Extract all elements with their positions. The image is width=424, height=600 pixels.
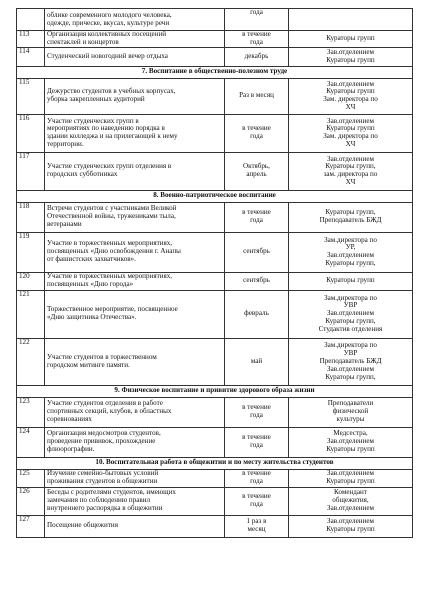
responsible-persons-line: Зам.директора по	[324, 341, 377, 350]
activity-description	[45, 487, 225, 515]
activity-description-line: здании колледжа и на прилегающей к нему	[47, 132, 178, 141]
activity-description	[45, 31, 225, 48]
activity-description	[45, 152, 225, 190]
activity-timing-line: в течение	[242, 208, 271, 217]
section-title: 8. Военно-патриотическое воспитание	[17, 190, 413, 202]
row-number: 122	[17, 338, 45, 385]
responsible-persons-line: Студактив отделения	[318, 325, 383, 334]
responsible-persons-line: Преподаватель БЖД	[319, 356, 382, 365]
activity-description-line: Торжественное мероприятие, посвященное	[47, 305, 178, 314]
activity-timing	[225, 290, 289, 338]
activity-timing	[225, 47, 289, 66]
section-header-row	[17, 66, 413, 78]
responsible-persons-line: Кураторы групп,	[325, 208, 376, 217]
responsible-persons-line: Кураторы групп	[326, 477, 375, 486]
responsible-persons-line: ХЧ	[345, 103, 356, 112]
table-row	[17, 515, 413, 537]
activity-timing-line: февраль	[244, 309, 269, 318]
row-number: 116	[17, 114, 45, 152]
responsible-persons-line: Кураторы групп	[326, 33, 375, 42]
activity-description-line: Участие студентов в торжественном	[47, 352, 157, 361]
table-row	[17, 232, 413, 272]
section-header-row	[17, 457, 413, 469]
activity-timing	[225, 272, 289, 290]
responsible-persons-line: Зав.отделением	[327, 309, 374, 318]
activity-description-line: Участие студенческих групп отделения в	[47, 162, 172, 171]
activity-timing-line: Раз в месяц	[239, 91, 274, 100]
responsible-persons-line: Кураторы групп	[326, 445, 375, 454]
activity-description-line: от фашистских захватчиков».	[47, 255, 136, 264]
activity-description-line: Посещение общежития	[47, 521, 118, 530]
activity-description	[45, 338, 225, 385]
table-row	[17, 290, 413, 338]
responsible-persons-line: УВР	[343, 348, 358, 357]
activity-description-line: Участие студентов отделения в работе	[47, 399, 163, 408]
activity-timing-line: в течение	[242, 492, 271, 501]
activity-timing	[225, 338, 289, 385]
responsible-persons-line: Зав.отделением	[327, 504, 374, 513]
responsible-persons-line: Кураторы групп,	[325, 372, 376, 381]
activity-description-line: проведение прививок, прохождение	[47, 437, 156, 446]
responsible-persons	[289, 232, 413, 272]
activity-timing	[225, 427, 289, 457]
activity-description	[45, 397, 225, 427]
activity-timing	[225, 202, 289, 232]
document-page	[16, 8, 412, 538]
activity-description-line: внутреннего распорядка в общежитии	[47, 504, 163, 513]
activity-timing-line: сентябрь	[243, 247, 270, 256]
responsible-persons-line: УВР	[343, 301, 358, 310]
activity-timing-line: в течение	[242, 30, 271, 38]
responsible-persons-line: Зам.директора по	[324, 293, 377, 302]
activity-timing	[225, 515, 289, 537]
activity-description	[45, 114, 225, 152]
row-number: 117	[17, 152, 45, 190]
activity-description-line: Изучение семейно-бытовых условий	[47, 469, 159, 478]
table-row	[17, 202, 413, 232]
responsible-persons-line: ХЧ	[345, 140, 356, 149]
row-number: 125	[17, 469, 45, 487]
responsible-persons-line: Кураторы групп,	[325, 259, 376, 268]
activity-timing-line: года	[250, 477, 263, 486]
activity-timing-line: года	[250, 411, 263, 420]
responsible-persons-line: Комендант	[334, 488, 367, 497]
responsible-persons-line: Кураторы групп	[326, 525, 375, 534]
responsible-persons	[289, 114, 413, 152]
table-row	[17, 78, 413, 114]
responsible-persons-line: физической	[332, 407, 369, 416]
responsible-persons	[289, 427, 413, 457]
row-number: 126	[17, 487, 45, 515]
activity-timing-line: года	[250, 8, 263, 16]
activity-description	[45, 427, 225, 457]
activity-timing-line: месяц	[247, 525, 266, 534]
activity-timing-line: года	[250, 441, 263, 450]
table-row	[17, 114, 413, 152]
activity-timing	[225, 152, 289, 190]
activity-description	[45, 515, 225, 537]
responsible-persons-line: Кураторы групп,	[325, 162, 376, 171]
responsible-persons	[289, 9, 413, 31]
activity-timing-line: апрель	[246, 170, 267, 179]
section-header-row	[17, 385, 413, 397]
responsible-persons	[289, 78, 413, 114]
activity-description	[45, 78, 225, 114]
activity-description-line: «Дню защитника Отечества».	[47, 313, 137, 322]
responsible-persons	[289, 152, 413, 190]
responsible-persons-line: Зав.отделением	[327, 154, 374, 163]
responsible-persons-line: Зав.отделением	[327, 251, 374, 260]
responsible-persons	[289, 47, 413, 66]
activity-description-line: Участие в торжественных мероприятиях,	[47, 272, 173, 281]
table-row	[17, 272, 413, 290]
section-header-row	[17, 190, 413, 202]
activity-description	[45, 232, 225, 272]
activity-timing-line: в течение	[242, 124, 271, 133]
table-row	[17, 31, 413, 48]
activity-description-line: посвященных «Дню освобождения г. Анапы	[47, 247, 181, 256]
responsible-persons	[289, 202, 413, 232]
activity-timing-line: года	[250, 500, 263, 509]
responsible-persons-line: Кураторы групп	[326, 87, 375, 96]
responsible-persons-line: Зав.отделением	[327, 116, 374, 125]
activity-description	[45, 9, 225, 31]
responsible-persons-line: Зам. директора по	[323, 132, 378, 141]
activity-timing-line: года	[250, 132, 263, 141]
activity-description-line: Организация коллективных посещений	[47, 30, 167, 38]
table-row	[17, 152, 413, 190]
activity-description-line: территории.	[47, 140, 84, 149]
row-number	[17, 9, 45, 31]
responsible-persons-line: Зам.директора по	[324, 235, 377, 244]
row-number: 114	[17, 47, 45, 66]
responsible-persons-line: Зав.отделением	[327, 79, 374, 88]
activity-description-line: проживания студентов в общежитии	[47, 477, 158, 486]
activity-timing-line: май	[250, 356, 263, 365]
activity-description	[45, 469, 225, 487]
activity-timing-line: 1 раз в	[246, 517, 267, 526]
activity-description	[45, 272, 225, 290]
responsible-persons-line: общежития,	[332, 496, 369, 505]
row-number: 127	[17, 515, 45, 537]
responsible-persons-line: ХЧ	[345, 178, 356, 187]
responsible-persons	[289, 487, 413, 515]
table-row	[17, 47, 413, 66]
activities-table-body	[17, 9, 413, 538]
activity-description-line: Организация медосмотров студентов,	[47, 429, 161, 438]
activity-description-line: Дежурство студентов в учебных корпусах,	[47, 87, 176, 96]
activity-description-line: городском митинге памяти.	[47, 360, 130, 369]
responsible-persons-line: Зам. директора по	[323, 95, 378, 104]
activity-timing-line: декабрь	[244, 51, 269, 60]
section-title: 7. Воспитание в общественно-полезном труде	[17, 66, 413, 78]
row-number: 119	[17, 232, 45, 272]
activity-description-line: одежде, прическе, вкусах, культуре речи	[47, 18, 170, 27]
activity-description-line: посвященных «Дню города»	[47, 280, 134, 289]
activity-description-line: городских субботниках	[47, 170, 118, 179]
activity-description-line: мероприятиях по наведению порядка в	[47, 124, 165, 133]
table-row	[17, 397, 413, 427]
responsible-persons	[289, 515, 413, 537]
activities-table	[16, 8, 413, 538]
section-title: 9. Физическое воспитание и привитие здорового образа жизни	[17, 385, 413, 397]
responsible-persons	[289, 469, 413, 487]
activity-description-line: Студенческий новогодний вечер отдыха	[47, 51, 168, 60]
activity-timing-line: Октябрь,	[243, 162, 270, 171]
activity-timing-line: в течение	[242, 403, 271, 412]
activity-timing	[225, 9, 289, 31]
responsible-persons-line: Зав.отделением	[327, 437, 374, 446]
activity-description-line: Отечественной войны, тружениками тыла,	[47, 212, 176, 221]
responsible-persons-line: Кураторы групп,	[325, 317, 376, 326]
responsible-persons	[289, 397, 413, 427]
row-number: 118	[17, 202, 45, 232]
activity-description	[45, 290, 225, 338]
responsible-persons-line: Медсестра,	[333, 429, 368, 438]
activity-timing-line: сентябрь	[243, 276, 270, 285]
row-number: 113	[17, 31, 45, 48]
table-row	[17, 9, 413, 31]
table-row	[17, 427, 413, 457]
row-number: 123	[17, 397, 45, 427]
activity-description-line: Беседы с родителями студентов, имеющих	[47, 488, 176, 497]
responsible-persons-line: УР,	[345, 243, 356, 252]
row-number: 115	[17, 78, 45, 114]
activity-timing	[225, 469, 289, 487]
table-row	[17, 338, 413, 385]
activity-description-line: ветеранами	[47, 220, 82, 229]
responsible-persons-line: Зав.отделением	[327, 364, 374, 373]
activity-timing	[225, 397, 289, 427]
activity-timing-line: года	[250, 216, 263, 225]
activity-timing	[225, 78, 289, 114]
responsible-persons-line: Кураторы групп	[326, 276, 375, 285]
activity-timing-line: года	[250, 37, 263, 46]
activity-description-line: уборка закрепленных аудиторий	[47, 95, 145, 104]
activity-description-line: Встречи студентов с участниками Великой	[47, 204, 177, 213]
responsible-persons-line: Кураторы групп	[326, 124, 375, 133]
activity-description-line: Участие студенческих групп в	[47, 116, 139, 125]
responsible-persons	[289, 31, 413, 48]
activity-timing	[225, 232, 289, 272]
row-number: 124	[17, 427, 45, 457]
responsible-persons-line: Кураторы групп	[326, 55, 375, 64]
responsible-persons-line: Зав.отделением	[327, 517, 374, 526]
responsible-persons	[289, 290, 413, 338]
activity-timing-line: в течение	[242, 433, 271, 442]
responsible-persons-line: Зав.отделением	[327, 47, 374, 56]
table-row	[17, 487, 413, 515]
activity-timing	[225, 31, 289, 48]
responsible-persons-line: зам. директора по	[323, 170, 378, 179]
responsible-persons-line: культуры	[336, 415, 365, 424]
responsible-persons	[289, 272, 413, 290]
activity-description-line: соревнованиях	[47, 415, 92, 424]
table-row	[17, 469, 413, 487]
activity-description	[45, 47, 225, 66]
activity-description-line: флюорографии.	[47, 445, 95, 454]
section-title: 10. Воспитательная работа в общежитии и по месту жительства студентов	[17, 457, 413, 469]
activity-timing	[225, 487, 289, 515]
responsible-persons-line: Преподаватели	[327, 399, 374, 408]
responsible-persons	[289, 338, 413, 385]
activity-description	[45, 202, 225, 232]
responsible-persons-line: Зав.отделением	[327, 469, 374, 478]
activity-description-line: облике современного молодого человека,	[47, 10, 172, 19]
activity-timing	[225, 114, 289, 152]
activity-description-line: спектаклей и концертов	[47, 37, 119, 46]
row-number: 120	[17, 272, 45, 290]
activity-description-line: Участие в торжественных мероприятиях,	[47, 239, 173, 248]
responsible-persons-line: Преподаватель БЖД	[319, 216, 382, 225]
row-number: 121	[17, 290, 45, 338]
activity-timing-line: в течение	[242, 469, 271, 478]
activity-description-line: замечания по соблюдению правил	[47, 496, 151, 505]
activity-description-line: спортивных секций, клубов, в областных	[47, 407, 172, 416]
